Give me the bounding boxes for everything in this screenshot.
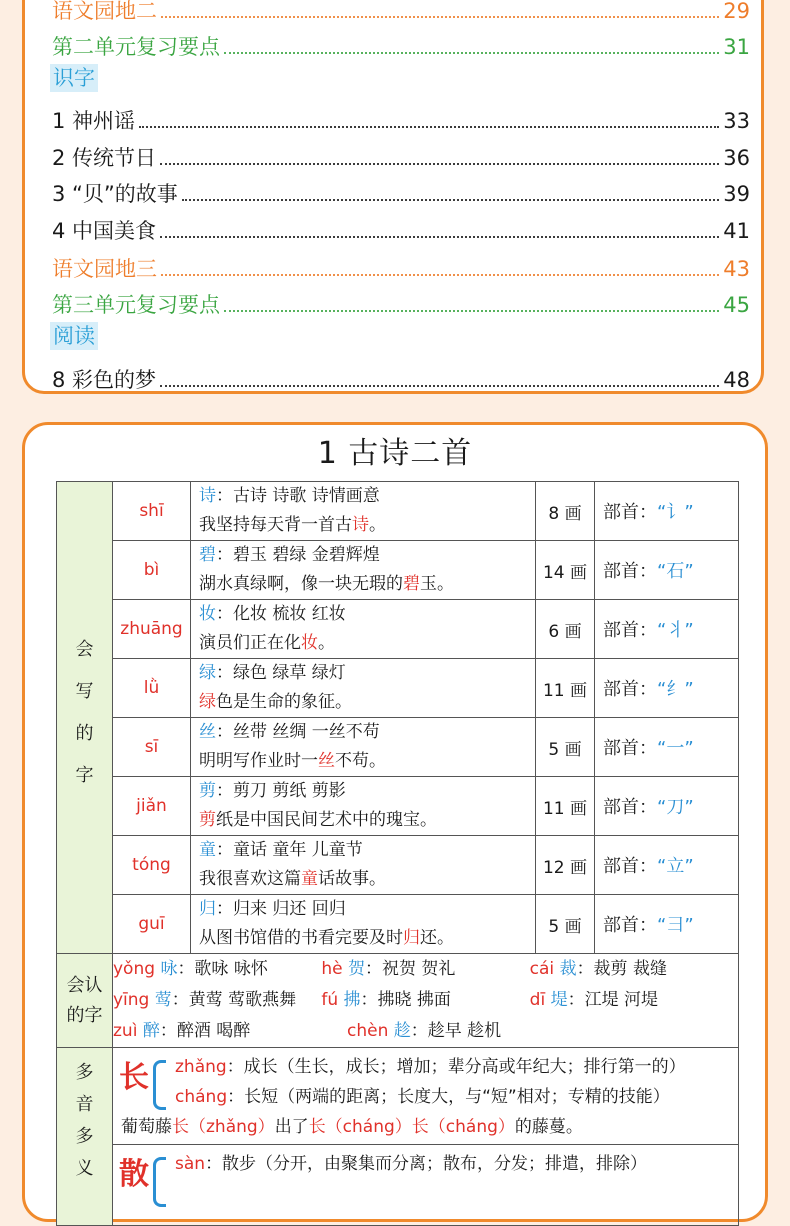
lesson-title: 1 古诗二首 bbox=[317, 436, 473, 471]
toc-entry[interactable] bbox=[52, 282, 750, 318]
toc-entry-page: 48 bbox=[723, 368, 750, 392]
char-pinyin: zhuāng bbox=[113, 600, 191, 659]
toc-leader bbox=[224, 310, 719, 312]
char-pinyin: tóng bbox=[113, 836, 191, 895]
toc-leader bbox=[139, 126, 719, 128]
write-char-row bbox=[57, 659, 739, 718]
poly-reading: sàn：散步（分开，由聚集而分离；散布，分发；排遣，排除） bbox=[175, 1154, 648, 1174]
recognize-item: yīng 莺：黄莺 莺歌燕舞 bbox=[113, 990, 297, 1010]
recognize-item: hè 贺：祝贺 贺礼 bbox=[321, 959, 456, 979]
polyphone-row bbox=[57, 1145, 739, 1226]
toc-leader bbox=[224, 52, 719, 54]
toc-entry-title: 第二单元复习要点 bbox=[52, 35, 220, 59]
char-pinyin: lǜ bbox=[113, 659, 191, 718]
char-words: ：丝带 丝绸 一丝不苟 bbox=[216, 722, 380, 742]
char-radical: 部首：“石” bbox=[595, 541, 739, 600]
char-glyph: 剪 bbox=[199, 781, 216, 801]
char-words: ：归来 归还 回归 bbox=[216, 899, 346, 919]
recognize-item: dī 堤：江堤 河堤 bbox=[529, 990, 658, 1010]
recognize-line bbox=[113, 985, 738, 1016]
write-char-row bbox=[57, 718, 739, 777]
char-pinyin: shī bbox=[113, 482, 191, 541]
char-glyph: 童 bbox=[199, 840, 216, 860]
polyphone-row bbox=[57, 1048, 739, 1145]
poly-char: 长 bbox=[119, 1060, 149, 1095]
toc-entry-page: 45 bbox=[723, 293, 750, 317]
write-char-row bbox=[57, 836, 739, 895]
toc-entry-page: 41 bbox=[723, 219, 750, 243]
toc-leader bbox=[161, 16, 719, 18]
toc-entry[interactable] bbox=[52, 0, 750, 24]
poly-reading: cháng：长短（两端的距离；长度大，与“短”相对；专精的技能） bbox=[175, 1087, 670, 1107]
vocab-table bbox=[56, 481, 739, 1226]
recognize-grid bbox=[113, 954, 739, 1048]
char-glyph: 绿 bbox=[199, 663, 216, 683]
char-words: ：化妆 梳妆 红妆 bbox=[216, 604, 346, 624]
toc-entry[interactable] bbox=[52, 171, 750, 207]
toc-entry-title: 4 中国美食 bbox=[52, 219, 157, 243]
char-words-cell: 妆：化妆 梳妆 红妆 演员们正在化妆。 bbox=[191, 600, 536, 659]
write-char-row bbox=[57, 777, 739, 836]
toc-leader bbox=[160, 236, 719, 238]
toc-entry-title: 3 “贝”的故事 bbox=[52, 182, 178, 206]
char-words: ：古诗 诗歌 诗情画意 bbox=[216, 486, 380, 506]
recognize-item: fú 拂：拂晓 拂面 bbox=[321, 990, 451, 1010]
char-glyph: 碧 bbox=[199, 545, 216, 565]
char-strokes: 6 画 bbox=[536, 600, 595, 659]
toc-entry-title: 1 神州谣 bbox=[52, 109, 136, 133]
char-strokes: 8 画 bbox=[536, 482, 595, 541]
recognize-label: 会认 的字 bbox=[57, 954, 113, 1048]
char-strokes: 12 画 bbox=[536, 836, 595, 895]
write-char-row bbox=[57, 541, 739, 600]
char-words-cell: 碧：碧玉 碧绿 金碧辉煌 湖水真绿啊，像一块无瑕的碧玉。 bbox=[191, 541, 536, 600]
char-radical: 部首：“讠” bbox=[595, 482, 739, 541]
toc-section-heading: 阅读 bbox=[50, 322, 98, 350]
toc-leader bbox=[161, 274, 719, 276]
polyphone-entry bbox=[113, 1145, 739, 1226]
char-words-cell: 童：童话 童年 儿童节 我很喜欢这篇童话故事。 bbox=[191, 836, 536, 895]
toc-section-heading: 识字 bbox=[50, 64, 98, 92]
char-strokes: 5 画 bbox=[536, 895, 595, 954]
write-char-row bbox=[57, 482, 739, 541]
char-radical: 部首：“丬” bbox=[595, 600, 739, 659]
toc-entry[interactable] bbox=[52, 208, 750, 244]
char-pinyin: bì bbox=[113, 541, 191, 600]
toc-entry-page: 33 bbox=[723, 109, 750, 133]
char-radical: 部首：“一” bbox=[595, 718, 739, 777]
toc-entry[interactable] bbox=[52, 98, 750, 134]
char-glyph: 丝 bbox=[199, 722, 216, 742]
char-radical: 部首：“彐” bbox=[595, 895, 739, 954]
char-radical: 部首：“刀” bbox=[595, 777, 739, 836]
toc-leader bbox=[182, 199, 719, 201]
toc-leader bbox=[160, 163, 719, 165]
char-strokes: 5 画 bbox=[536, 718, 595, 777]
toc-entry-page: 39 bbox=[723, 182, 750, 206]
char-words: ：剪刀 剪纸 剪影 bbox=[216, 781, 346, 801]
poly-reading: zhǎng：成长（生长，成长；增加；辈分高或年纪大；排行第一的） bbox=[175, 1057, 686, 1077]
write-char-row bbox=[57, 600, 739, 659]
toc-entry[interactable] bbox=[52, 24, 750, 60]
char-pinyin: guī bbox=[113, 895, 191, 954]
toc-entry[interactable] bbox=[52, 246, 750, 282]
char-glyph: 归 bbox=[199, 899, 216, 919]
poly-example: 葡萄藤长（zhǎng）出了长（cháng）长（cháng）的藤蔓。 bbox=[121, 1117, 583, 1137]
char-words: ：绿色 绿草 绿灯 bbox=[216, 663, 346, 683]
poly-char: 散 bbox=[119, 1157, 149, 1192]
char-words-cell: 诗：古诗 诗歌 诗情画意 我坚持每天背一首古诗。 bbox=[191, 482, 536, 541]
char-strokes: 11 画 bbox=[536, 777, 595, 836]
toc-leader bbox=[160, 385, 719, 387]
char-words: ：碧玉 碧绿 金碧辉煌 bbox=[216, 545, 380, 565]
char-strokes: 11 画 bbox=[536, 659, 595, 718]
write-chars-label: 会 写 的 字 bbox=[57, 482, 113, 954]
recognize-item: cái 裁：裁剪 裁缝 bbox=[529, 959, 667, 979]
char-glyph: 诗 bbox=[199, 486, 216, 506]
brace-icon bbox=[153, 1060, 166, 1110]
char-pinyin: jiǎn bbox=[113, 777, 191, 836]
recognize-line bbox=[113, 954, 738, 985]
char-strokes: 14 画 bbox=[536, 541, 595, 600]
polyphone-entry bbox=[113, 1048, 739, 1145]
toc-entry-title: 8 彩色的梦 bbox=[52, 368, 157, 392]
toc-entry-title: 第三单元复习要点 bbox=[52, 293, 220, 317]
char-glyph: 妆 bbox=[199, 604, 216, 624]
char-words-cell: 丝：丝带 丝绸 一丝不苟 明明写作业时一丝不苟。 bbox=[191, 718, 536, 777]
toc-entry-page: 36 bbox=[723, 146, 750, 170]
toc-entry[interactable] bbox=[52, 135, 750, 171]
brace-icon bbox=[153, 1157, 166, 1207]
char-radical: 部首：“纟” bbox=[595, 659, 739, 718]
toc-entry-page: 43 bbox=[723, 257, 750, 281]
recognize-row bbox=[57, 954, 739, 1048]
recognize-item: chèn 趁：趁早 趁机 bbox=[347, 1021, 502, 1041]
recognize-item: yǒng 咏：歌咏 咏怀 bbox=[113, 959, 268, 979]
recognize-line bbox=[113, 1016, 738, 1047]
recognize-item: zuì 醉：醉酒 喝醉 bbox=[113, 1021, 251, 1041]
char-radical: 部首：“立” bbox=[595, 836, 739, 895]
toc-entry[interactable] bbox=[52, 357, 750, 393]
char-pinyin: sī bbox=[113, 718, 191, 777]
toc-entry-title: 语文园地二 bbox=[52, 0, 157, 23]
toc-entry-title: 语文园地三 bbox=[52, 257, 157, 281]
char-words: ：童话 童年 儿童节 bbox=[216, 840, 363, 860]
char-words-cell: 归：归来 归还 回归 从图书馆借的书看完要及时归还。 bbox=[191, 895, 536, 954]
polyphone-label: 多 音 多 义 bbox=[57, 1048, 113, 1226]
toc-entry-title: 2 传统节日 bbox=[52, 146, 157, 170]
char-words-cell: 剪：剪刀 剪纸 剪影 剪纸是中国民间艺术中的瑰宝。 bbox=[191, 777, 536, 836]
toc-entry-page: 29 bbox=[723, 0, 750, 23]
write-char-row bbox=[57, 895, 739, 954]
char-words-cell: 绿：绿色 绿草 绿灯 绿色是生命的象征。 bbox=[191, 659, 536, 718]
toc-entry-page: 31 bbox=[723, 35, 750, 59]
